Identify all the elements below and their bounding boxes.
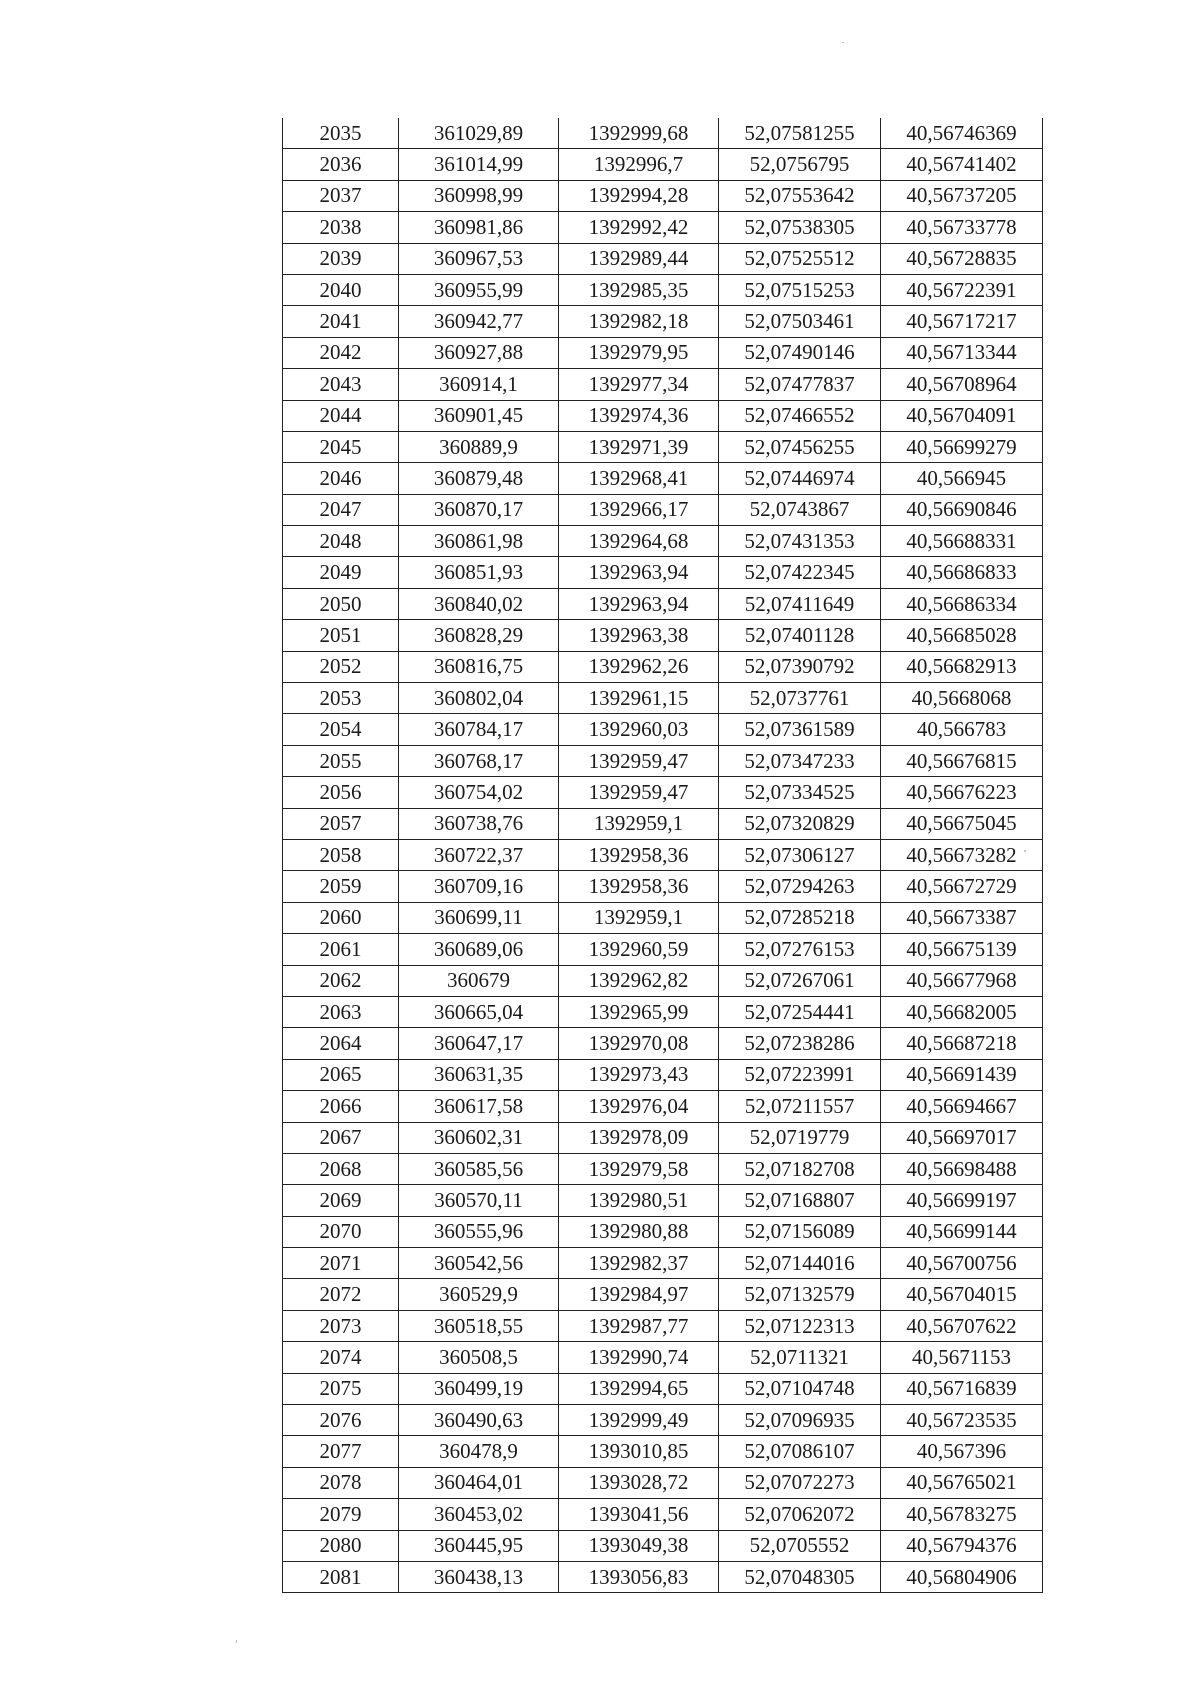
longitude-cell: 40,56741402	[881, 149, 1043, 180]
x-coordinate-cell: 360453,02	[399, 1499, 559, 1530]
x-coordinate-cell: 361014,99	[399, 149, 559, 180]
y-coordinate-cell: 1393049,38	[559, 1530, 719, 1561]
table-row	[283, 337, 1043, 368]
scan-speck	[842, 42, 844, 43]
table-row	[283, 1153, 1043, 1184]
y-coordinate-cell: 1392962,26	[559, 651, 719, 682]
latitude-cell: 52,07361589	[719, 714, 881, 745]
latitude-cell: 52,07072273	[719, 1467, 881, 1498]
y-coordinate-cell: 1392958,36	[559, 839, 719, 870]
point-number-cell: 2037	[283, 180, 399, 211]
y-coordinate-cell: 1392985,35	[559, 274, 719, 305]
table-row	[283, 400, 1043, 431]
y-coordinate-cell: 1393010,85	[559, 1436, 719, 1467]
x-coordinate-cell: 360802,04	[399, 683, 559, 714]
latitude-cell: 52,0719779	[719, 1122, 881, 1153]
y-coordinate-cell: 1392973,43	[559, 1059, 719, 1090]
y-coordinate-cell: 1392959,47	[559, 745, 719, 776]
latitude-cell: 52,07581255	[719, 118, 881, 149]
x-coordinate-cell: 360914,1	[399, 369, 559, 400]
x-coordinate-cell: 360542,56	[399, 1248, 559, 1279]
y-coordinate-cell: 1392965,99	[559, 996, 719, 1027]
table-row	[283, 369, 1043, 400]
coordinates-table	[282, 118, 1043, 1593]
y-coordinate-cell: 1392963,94	[559, 588, 719, 619]
point-number-cell: 2049	[283, 557, 399, 588]
table-row	[283, 1342, 1043, 1373]
y-coordinate-cell: 1392966,17	[559, 494, 719, 525]
longitude-cell: 40,56685028	[881, 620, 1043, 651]
y-coordinate-cell: 1392964,68	[559, 526, 719, 557]
longitude-cell: 40,56694667	[881, 1091, 1043, 1122]
point-number-cell: 2057	[283, 808, 399, 839]
y-coordinate-cell: 1392979,58	[559, 1153, 719, 1184]
y-coordinate-cell: 1392989,44	[559, 243, 719, 274]
table-row	[283, 871, 1043, 902]
latitude-cell: 52,07456255	[719, 431, 881, 462]
point-number-cell: 2045	[283, 431, 399, 462]
point-number-cell: 2073	[283, 1310, 399, 1341]
longitude-cell: 40,567396	[881, 1436, 1043, 1467]
latitude-cell: 52,07238286	[719, 1028, 881, 1059]
longitude-cell: 40,56690846	[881, 494, 1043, 525]
y-coordinate-cell: 1392978,09	[559, 1122, 719, 1153]
point-number-cell: 2071	[283, 1248, 399, 1279]
y-coordinate-cell: 1392960,03	[559, 714, 719, 745]
longitude-cell: 40,56673282	[881, 839, 1043, 870]
point-number-cell: 2043	[283, 369, 399, 400]
x-coordinate-cell: 360438,13	[399, 1561, 559, 1592]
x-coordinate-cell: 360464,01	[399, 1467, 559, 1498]
x-coordinate-cell: 360478,9	[399, 1436, 559, 1467]
point-number-cell: 2048	[283, 526, 399, 557]
latitude-cell: 52,0737761	[719, 683, 881, 714]
point-number-cell: 2054	[283, 714, 399, 745]
x-coordinate-cell: 360927,88	[399, 337, 559, 368]
y-coordinate-cell: 1392982,18	[559, 306, 719, 337]
y-coordinate-cell: 1392977,34	[559, 369, 719, 400]
latitude-cell: 52,07390792	[719, 651, 881, 682]
latitude-cell: 52,07182708	[719, 1153, 881, 1184]
latitude-cell: 52,07446974	[719, 463, 881, 494]
x-coordinate-cell: 360631,35	[399, 1059, 559, 1090]
x-coordinate-cell: 360555,96	[399, 1216, 559, 1247]
point-number-cell: 2064	[283, 1028, 399, 1059]
point-number-cell: 2080	[283, 1530, 399, 1561]
point-number-cell: 2072	[283, 1279, 399, 1310]
latitude-cell: 52,07048305	[719, 1561, 881, 1592]
x-coordinate-cell: 360679	[399, 965, 559, 996]
y-coordinate-cell: 1392982,37	[559, 1248, 719, 1279]
y-coordinate-cell: 1392959,1	[559, 808, 719, 839]
y-coordinate-cell: 1392996,7	[559, 149, 719, 180]
y-coordinate-cell: 1392994,28	[559, 180, 719, 211]
table-row	[283, 839, 1043, 870]
latitude-cell: 52,07294263	[719, 871, 881, 902]
latitude-cell: 52,07477837	[719, 369, 881, 400]
y-coordinate-cell: 1392959,1	[559, 902, 719, 933]
x-coordinate-cell: 360722,37	[399, 839, 559, 870]
longitude-cell: 40,56675045	[881, 808, 1043, 839]
longitude-cell: 40,56675139	[881, 934, 1043, 965]
point-number-cell: 2052	[283, 651, 399, 682]
table-row	[283, 1091, 1043, 1122]
longitude-cell: 40,56688331	[881, 526, 1043, 557]
coordinates-table-body	[283, 118, 1043, 1593]
table-row	[283, 620, 1043, 651]
y-coordinate-cell: 1393056,83	[559, 1561, 719, 1592]
latitude-cell: 52,07525512	[719, 243, 881, 274]
point-number-cell: 2035	[283, 118, 399, 149]
table-row	[283, 557, 1043, 588]
table-row	[283, 1279, 1043, 1310]
y-coordinate-cell: 1392970,08	[559, 1028, 719, 1059]
latitude-cell: 52,07156089	[719, 1216, 881, 1247]
table-row	[283, 243, 1043, 274]
table-row	[283, 1122, 1043, 1153]
point-number-cell: 2051	[283, 620, 399, 651]
point-number-cell: 2046	[283, 463, 399, 494]
longitude-cell: 40,56699279	[881, 431, 1043, 462]
x-coordinate-cell: 361029,89	[399, 118, 559, 149]
x-coordinate-cell: 360754,02	[399, 777, 559, 808]
x-coordinate-cell: 360998,99	[399, 180, 559, 211]
y-coordinate-cell: 1392992,42	[559, 212, 719, 243]
table-row	[283, 212, 1043, 243]
table-row	[283, 965, 1043, 996]
y-coordinate-cell: 1392962,82	[559, 965, 719, 996]
point-number-cell: 2063	[283, 996, 399, 1027]
point-number-cell: 2069	[283, 1185, 399, 1216]
longitude-cell: 40,56686833	[881, 557, 1043, 588]
table-row	[283, 1373, 1043, 1404]
longitude-cell: 40,5671153	[881, 1342, 1043, 1373]
point-number-cell: 2040	[283, 274, 399, 305]
x-coordinate-cell: 360981,86	[399, 212, 559, 243]
latitude-cell: 52,07144016	[719, 1248, 881, 1279]
point-number-cell: 2044	[283, 400, 399, 431]
point-number-cell: 2061	[283, 934, 399, 965]
point-number-cell: 2062	[283, 965, 399, 996]
longitude-cell: 40,56699144	[881, 1216, 1043, 1247]
longitude-cell: 40,56728835	[881, 243, 1043, 274]
table-row	[283, 118, 1043, 149]
latitude-cell: 52,07122313	[719, 1310, 881, 1341]
y-coordinate-cell: 1392963,38	[559, 620, 719, 651]
longitude-cell: 40,56733778	[881, 212, 1043, 243]
longitude-cell: 40,56783275	[881, 1499, 1043, 1530]
longitude-cell: 40,56687218	[881, 1028, 1043, 1059]
table-row	[283, 431, 1043, 462]
latitude-cell: 52,0711321	[719, 1342, 881, 1373]
longitude-cell: 40,56676815	[881, 745, 1043, 776]
latitude-cell: 52,07320829	[719, 808, 881, 839]
latitude-cell: 52,07223991	[719, 1059, 881, 1090]
latitude-cell: 52,07538305	[719, 212, 881, 243]
point-number-cell: 2039	[283, 243, 399, 274]
table-row	[283, 180, 1043, 211]
x-coordinate-cell: 360889,9	[399, 431, 559, 462]
x-coordinate-cell: 360816,75	[399, 651, 559, 682]
table-row	[283, 1530, 1043, 1561]
point-number-cell: 2067	[283, 1122, 399, 1153]
x-coordinate-cell: 360768,17	[399, 745, 559, 776]
latitude-cell: 52,07306127	[719, 839, 881, 870]
table-row	[283, 526, 1043, 557]
x-coordinate-cell: 360602,31	[399, 1122, 559, 1153]
table-row	[283, 306, 1043, 337]
longitude-cell: 40,56723535	[881, 1405, 1043, 1436]
table-row	[283, 996, 1043, 1027]
longitude-cell: 40,56698488	[881, 1153, 1043, 1184]
longitude-cell: 40,56700756	[881, 1248, 1043, 1279]
longitude-cell: 40,56746369	[881, 118, 1043, 149]
point-number-cell: 2047	[283, 494, 399, 525]
x-coordinate-cell: 360445,95	[399, 1530, 559, 1561]
y-coordinate-cell: 1392959,47	[559, 777, 719, 808]
longitude-cell: 40,566945	[881, 463, 1043, 494]
point-number-cell: 2078	[283, 1467, 399, 1498]
point-number-cell: 2075	[283, 1373, 399, 1404]
latitude-cell: 52,07347233	[719, 745, 881, 776]
x-coordinate-cell: 360828,29	[399, 620, 559, 651]
y-coordinate-cell: 1393041,56	[559, 1499, 719, 1530]
point-number-cell: 2070	[283, 1216, 399, 1247]
point-number-cell: 2041	[283, 306, 399, 337]
latitude-cell: 52,07422345	[719, 557, 881, 588]
table-row	[283, 1310, 1043, 1341]
latitude-cell: 52,0756795	[719, 149, 881, 180]
table-row	[283, 934, 1043, 965]
x-coordinate-cell: 360689,06	[399, 934, 559, 965]
longitude-cell: 40,56765021	[881, 1467, 1043, 1498]
latitude-cell: 52,07285218	[719, 902, 881, 933]
point-number-cell: 2065	[283, 1059, 399, 1090]
longitude-cell: 40,56682005	[881, 996, 1043, 1027]
point-number-cell: 2066	[283, 1091, 399, 1122]
table-row	[283, 1248, 1043, 1279]
x-coordinate-cell: 360518,55	[399, 1310, 559, 1341]
table-row	[283, 651, 1043, 682]
point-number-cell: 2050	[283, 588, 399, 619]
point-number-cell: 2056	[283, 777, 399, 808]
latitude-cell: 52,07466552	[719, 400, 881, 431]
point-number-cell: 2036	[283, 149, 399, 180]
table-row	[283, 1499, 1043, 1530]
latitude-cell: 52,07132579	[719, 1279, 881, 1310]
y-coordinate-cell: 1392974,36	[559, 400, 719, 431]
y-coordinate-cell: 1392961,15	[559, 683, 719, 714]
point-number-cell: 2076	[283, 1405, 399, 1436]
latitude-cell: 52,07334525	[719, 777, 881, 808]
table-row	[283, 1467, 1043, 1498]
table-row	[283, 149, 1043, 180]
table-row	[283, 274, 1043, 305]
longitude-cell: 40,56804906	[881, 1561, 1043, 1592]
longitude-cell: 40,56672729	[881, 871, 1043, 902]
table-row	[283, 902, 1043, 933]
table-row	[283, 1185, 1043, 1216]
table-row	[283, 1028, 1043, 1059]
point-number-cell: 2058	[283, 839, 399, 870]
table-row	[283, 777, 1043, 808]
point-number-cell: 2079	[283, 1499, 399, 1530]
longitude-cell: 40,56704015	[881, 1279, 1043, 1310]
latitude-cell: 52,07515253	[719, 274, 881, 305]
point-number-cell: 2060	[283, 902, 399, 933]
longitude-cell: 40,56708964	[881, 369, 1043, 400]
x-coordinate-cell: 360699,11	[399, 902, 559, 933]
latitude-cell: 52,07168807	[719, 1185, 881, 1216]
y-coordinate-cell: 1392979,95	[559, 337, 719, 368]
x-coordinate-cell: 360647,17	[399, 1028, 559, 1059]
latitude-cell: 52,07401128	[719, 620, 881, 651]
table-row	[283, 714, 1043, 745]
table-row	[283, 463, 1043, 494]
point-number-cell: 2055	[283, 745, 399, 776]
longitude-cell: 40,56717217	[881, 306, 1043, 337]
y-coordinate-cell: 1393028,72	[559, 1467, 719, 1498]
table-row	[283, 1216, 1043, 1247]
y-coordinate-cell: 1392980,88	[559, 1216, 719, 1247]
latitude-cell: 52,07096935	[719, 1405, 881, 1436]
latitude-cell: 52,07211557	[719, 1091, 881, 1122]
x-coordinate-cell: 360499,19	[399, 1373, 559, 1404]
x-coordinate-cell: 360585,56	[399, 1153, 559, 1184]
longitude-cell: 40,56677968	[881, 965, 1043, 996]
y-coordinate-cell: 1392984,97	[559, 1279, 719, 1310]
latitude-cell: 52,0705552	[719, 1530, 881, 1561]
x-coordinate-cell: 360851,93	[399, 557, 559, 588]
longitude-cell: 40,56697017	[881, 1122, 1043, 1153]
table-row	[283, 1436, 1043, 1467]
x-coordinate-cell: 360840,02	[399, 588, 559, 619]
y-coordinate-cell: 1392968,41	[559, 463, 719, 494]
y-coordinate-cell: 1392980,51	[559, 1185, 719, 1216]
longitude-cell: 40,56722391	[881, 274, 1043, 305]
table-row	[283, 1405, 1043, 1436]
y-coordinate-cell: 1392994,65	[559, 1373, 719, 1404]
table-row	[283, 588, 1043, 619]
y-coordinate-cell: 1392971,39	[559, 431, 719, 462]
y-coordinate-cell: 1392958,36	[559, 871, 719, 902]
longitude-cell: 40,5668068	[881, 683, 1043, 714]
point-number-cell: 2042	[283, 337, 399, 368]
x-coordinate-cell: 360955,99	[399, 274, 559, 305]
longitude-cell: 40,56673387	[881, 902, 1043, 933]
latitude-cell: 52,07431353	[719, 526, 881, 557]
y-coordinate-cell: 1392999,68	[559, 118, 719, 149]
longitude-cell: 40,56686334	[881, 588, 1043, 619]
y-coordinate-cell: 1392987,77	[559, 1310, 719, 1341]
table-row	[283, 745, 1043, 776]
longitude-cell: 40,56699197	[881, 1185, 1043, 1216]
latitude-cell: 52,07553642	[719, 180, 881, 211]
longitude-cell: 40,56682913	[881, 651, 1043, 682]
table-row	[283, 683, 1043, 714]
x-coordinate-cell: 360738,76	[399, 808, 559, 839]
x-coordinate-cell: 360879,48	[399, 463, 559, 494]
point-number-cell: 2038	[283, 212, 399, 243]
x-coordinate-cell: 360617,58	[399, 1091, 559, 1122]
point-number-cell: 2068	[283, 1153, 399, 1184]
latitude-cell: 52,0743867	[719, 494, 881, 525]
x-coordinate-cell: 360529,9	[399, 1279, 559, 1310]
point-number-cell: 2081	[283, 1561, 399, 1592]
y-coordinate-cell: 1392963,94	[559, 557, 719, 588]
x-coordinate-cell: 360784,17	[399, 714, 559, 745]
table-row	[283, 808, 1043, 839]
latitude-cell: 52,07411649	[719, 588, 881, 619]
point-number-cell: 2077	[283, 1436, 399, 1467]
longitude-cell: 40,56676223	[881, 777, 1043, 808]
x-coordinate-cell: 360901,45	[399, 400, 559, 431]
scan-speck	[236, 1640, 237, 1643]
longitude-cell: 40,56704091	[881, 400, 1043, 431]
x-coordinate-cell: 360490,63	[399, 1405, 559, 1436]
longitude-cell: 40,56794376	[881, 1530, 1043, 1561]
table-row	[283, 1059, 1043, 1090]
longitude-cell: 40,56691439	[881, 1059, 1043, 1090]
latitude-cell: 52,07490146	[719, 337, 881, 368]
longitude-cell: 40,566783	[881, 714, 1043, 745]
x-coordinate-cell: 360942,77	[399, 306, 559, 337]
y-coordinate-cell: 1392999,49	[559, 1405, 719, 1436]
x-coordinate-cell: 360570,11	[399, 1185, 559, 1216]
latitude-cell: 52,07086107	[719, 1436, 881, 1467]
longitude-cell: 40,56737205	[881, 180, 1043, 211]
longitude-cell: 40,56713344	[881, 337, 1043, 368]
latitude-cell: 52,07503461	[719, 306, 881, 337]
table-row	[283, 1561, 1043, 1592]
scan-speck	[1024, 850, 1026, 852]
table-row	[283, 494, 1043, 525]
y-coordinate-cell: 1392990,74	[559, 1342, 719, 1373]
latitude-cell: 52,07267061	[719, 965, 881, 996]
longitude-cell: 40,56716839	[881, 1373, 1043, 1404]
x-coordinate-cell: 360861,98	[399, 526, 559, 557]
latitude-cell: 52,07254441	[719, 996, 881, 1027]
x-coordinate-cell: 360709,16	[399, 871, 559, 902]
x-coordinate-cell: 360870,17	[399, 494, 559, 525]
x-coordinate-cell: 360508,5	[399, 1342, 559, 1373]
point-number-cell: 2074	[283, 1342, 399, 1373]
latitude-cell: 52,07062072	[719, 1499, 881, 1530]
latitude-cell: 52,07276153	[719, 934, 881, 965]
point-number-cell: 2053	[283, 683, 399, 714]
y-coordinate-cell: 1392976,04	[559, 1091, 719, 1122]
latitude-cell: 52,07104748	[719, 1373, 881, 1404]
x-coordinate-cell: 360665,04	[399, 996, 559, 1027]
longitude-cell: 40,56707622	[881, 1310, 1043, 1341]
x-coordinate-cell: 360967,53	[399, 243, 559, 274]
y-coordinate-cell: 1392960,59	[559, 934, 719, 965]
point-number-cell: 2059	[283, 871, 399, 902]
